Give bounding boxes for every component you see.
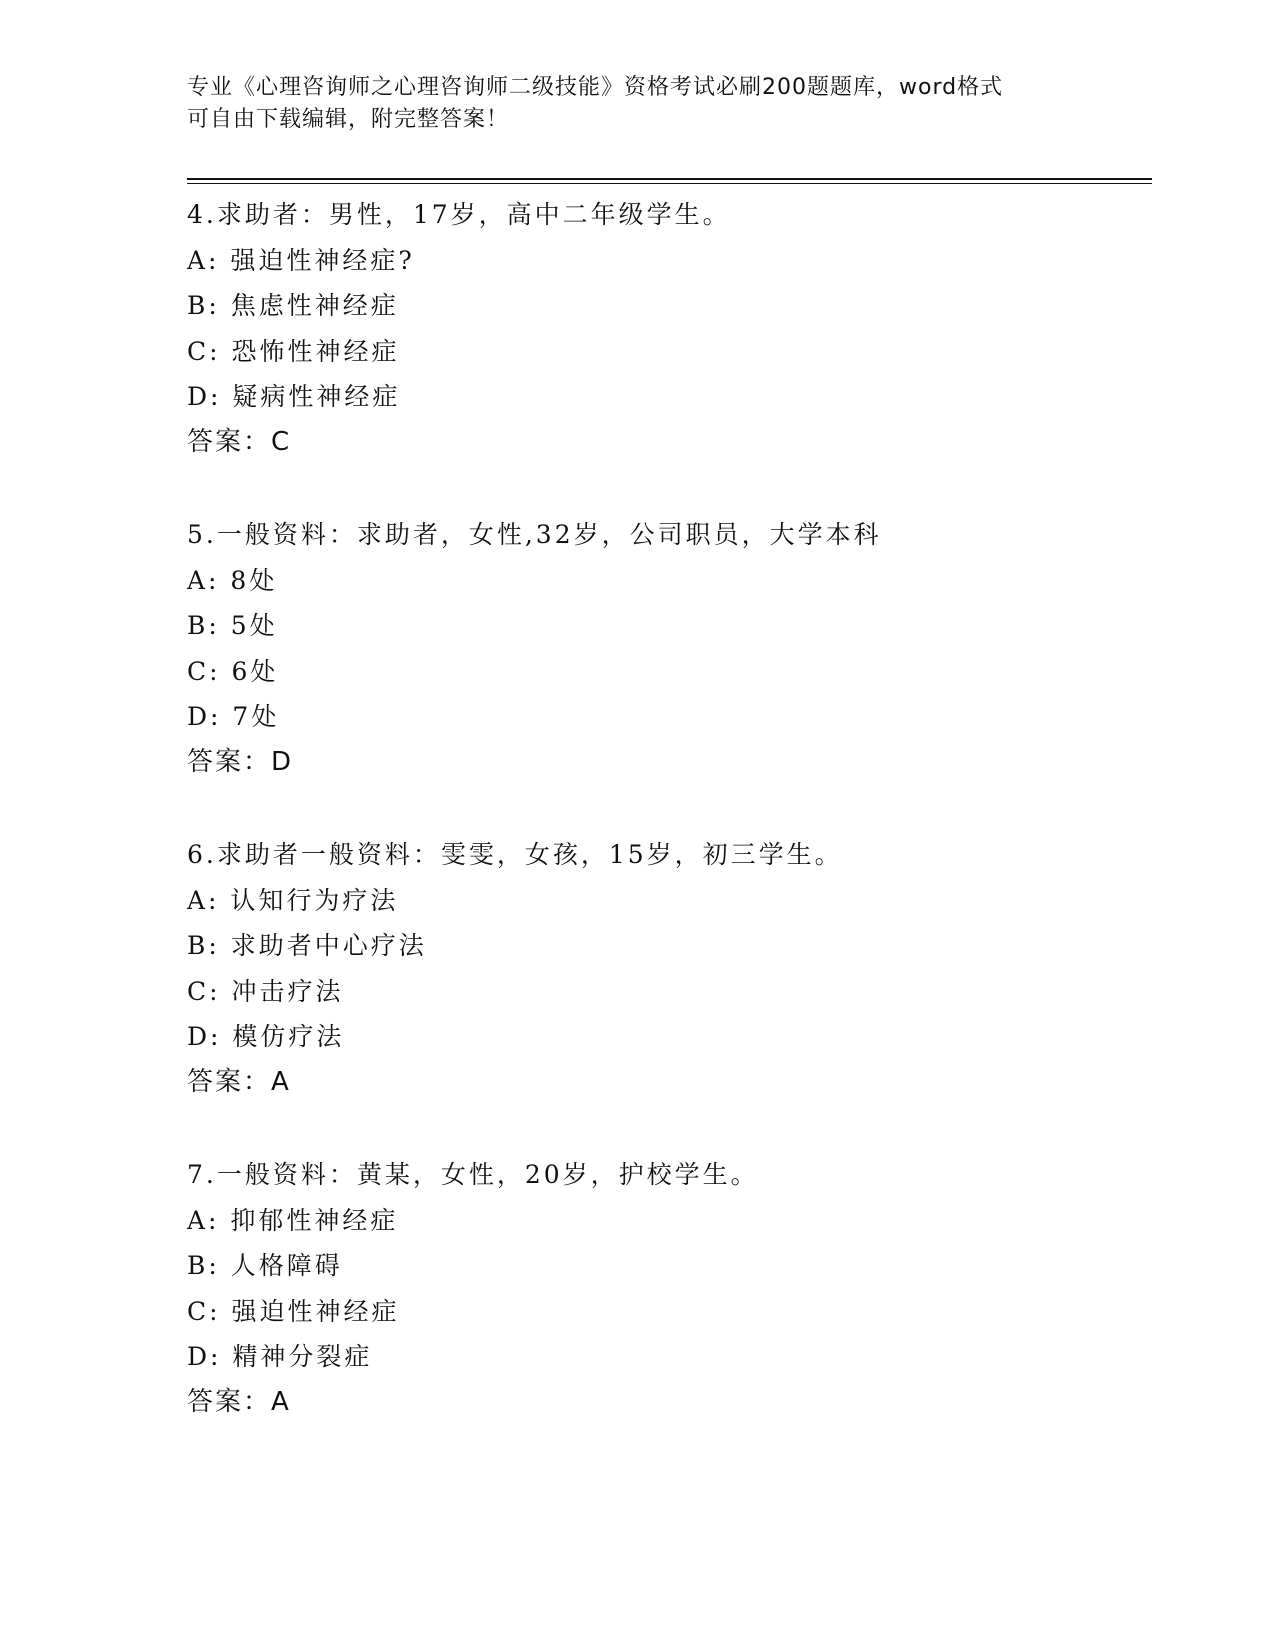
header-line-1: 专业《心理咨询师之心理咨询师二级技能》资格考试必刷200题题库，word格式 bbox=[187, 75, 1004, 100]
question-stem: 4.求助者：男性，17岁，高中二年级学生。 bbox=[187, 200, 731, 229]
option-b: B: 人格障碍 bbox=[187, 1251, 343, 1280]
option-b: B: 5处 bbox=[187, 611, 278, 640]
option-a: A: 8处 bbox=[187, 565, 278, 595]
option-d: D: 疑病性神经症 bbox=[187, 382, 401, 411]
option-b: B: 焦虑性神经症 bbox=[187, 291, 399, 320]
option-c: C: 6处 bbox=[187, 656, 279, 686]
option-c: C: 强迫性神经症 bbox=[187, 1296, 400, 1326]
option-c: C: 恐怖性神经症 bbox=[187, 336, 400, 366]
header-divider-thick bbox=[187, 178, 1152, 180]
option-a: A: 抑郁性神经症 bbox=[187, 1205, 399, 1235]
answer-line: 答案：C bbox=[187, 426, 292, 457]
answer-line: 答案：D bbox=[187, 746, 294, 777]
option-d: D: 精神分裂症 bbox=[187, 1342, 373, 1371]
option-c: C: 冲击疗法 bbox=[187, 976, 344, 1006]
question-6 bbox=[187, 832, 1137, 1105]
answer-line: 答案：A bbox=[187, 1066, 291, 1097]
header-line-2: 可自由下载编辑，附完整答案！ bbox=[187, 107, 510, 132]
option-d: D: 7处 bbox=[187, 702, 280, 731]
option-a: A: 认知行为疗法 bbox=[187, 885, 399, 915]
option-b: B: 求助者中心疗法 bbox=[187, 931, 427, 960]
question-stem: 5.一般资料：求助者，女性,32岁，公司职员，大学本科 bbox=[187, 520, 882, 549]
question-list bbox=[187, 192, 1137, 1472]
header-divider-thin bbox=[187, 183, 1152, 184]
question-stem: 7.一般资料：黄某，女性，20岁，护校学生。 bbox=[187, 1160, 759, 1189]
option-d: D: 模仿疗法 bbox=[187, 1022, 345, 1051]
question-4 bbox=[187, 192, 1137, 465]
answer-line: 答案：A bbox=[187, 1386, 291, 1417]
option-a: A: 强迫性神经症? bbox=[187, 245, 415, 275]
question-5 bbox=[187, 512, 1137, 785]
question-stem: 6.求助者一般资料：雯雯，女孩，15岁，初三学生。 bbox=[187, 840, 843, 869]
document-header bbox=[187, 72, 1087, 136]
question-7 bbox=[187, 1152, 1137, 1425]
